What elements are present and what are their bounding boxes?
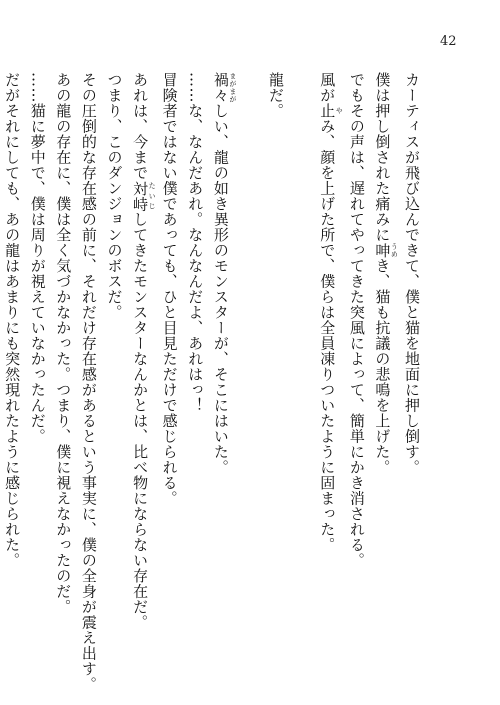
body-text	[0, 72, 424, 692]
ruby-annotation: 止 や	[318, 103, 344, 119]
blank-line	[288, 72, 314, 672]
text-line: 龍だ。	[267, 72, 286, 119]
text-line: その圧倒的な存在感の前に、それだけ存在感があるという事実に、僕の全身が震え出す。	[79, 72, 98, 692]
text-line: ……猫に夢中で、僕は周りが視えていなかったんだ。	[28, 72, 47, 444]
text-line: あの龍の存在に、僕は全く気づかなかった。つまり、僕に視えなかったのだ。	[54, 72, 73, 615]
text-line: 禍々 まがまがしい、龍の如き異形のモンスターが、そこにはいた。	[211, 72, 237, 475]
text-line: 冒険者ではない僕であっても、ひと目見ただけで感じられる。	[160, 72, 179, 506]
text-line: あれは、今まで対峙 たいじしてきたモンスターなんかとは、比べ物にならない存在だ。	[131, 72, 157, 630]
ruby-annotation: 禍々 まがまが	[211, 72, 237, 103]
text-line: 風が止 やみ、顔を上げた所で、僕らは全員凍りついたように固まった。	[318, 72, 344, 553]
ruby-annotation: 対峙 たいじ	[131, 180, 157, 212]
text-line: カーティスが飛び込んできて、僕と猫を地面に押し倒す。	[403, 72, 421, 475]
text-line: つまり、このダンジョンのボスだ。	[105, 72, 124, 320]
text-line: 僕は押し倒された痛みに呻 うめき、猫も抗議の悲鳴を上げた。	[373, 72, 399, 475]
text-line: だがそれにしても、あの龍はあまりにも突然現れたように感じられた。	[3, 72, 22, 568]
ruby-annotation: 呻 うめ	[373, 242, 399, 258]
text-line: ……な、なんだあれ。なんなんだよ、あれはっ！	[186, 72, 205, 413]
blank-line	[237, 72, 263, 672]
page-number: 42	[440, 34, 457, 49]
text-line: でもその声は、遅れてやってきた突風によって、簡単にかき消される。	[347, 72, 366, 568]
